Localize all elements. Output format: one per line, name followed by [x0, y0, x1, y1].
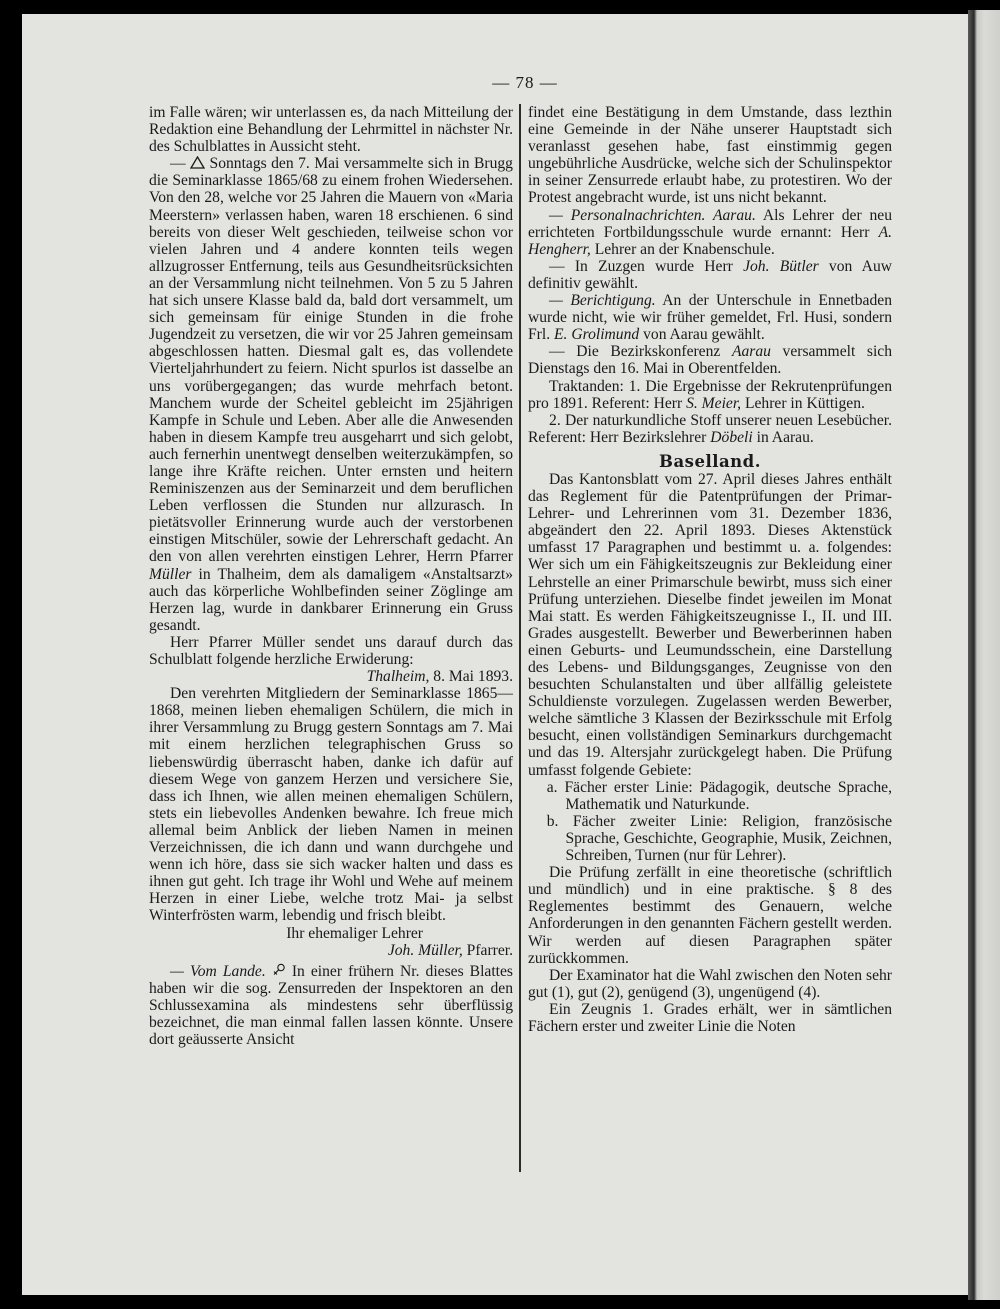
baselland-paragraph-3: Der Examinator hat die Wahl zwischen den Noten sehr gut (1), gut (2), genügend (3), ungenügend (4). — [528, 966, 892, 1001]
signature-name: Joh. Müller, — [387, 941, 463, 959]
left-column — [149, 104, 513, 1048]
vom-lande-text: In einer frühern Nr. dieses Blattes haben wir die sog. Zensurreden der Inspektoren an den Schlussexamina als mindestens sehr überflüssig bezeichnet, die man einmal fallen lassen könnte. Unsere dort geäusserte Ansicht — [149, 962, 513, 1049]
conference-text: — Die Bezirkskonferenz — [549, 343, 721, 361]
left-paragraph-1: im Falle wären; wir unterlassen es, da nach Mitteilung der Redaktion eine Behandlung der Lehrmittel in nächster Nr. des Schulblattes in Aussicht steht. — [149, 104, 513, 156]
dateline-date: 8. Mai 1893. — [433, 668, 513, 686]
dash: — — [170, 155, 186, 173]
baselland-paragraph-2: Die Prüfung zerfällt in eine theoretische (schriftlich und mündlich) und in eine praktische. § 8 des Reglementes bestimmt des Genauern, welche Anforderungen in den genannten Fächern gestellt werden. Wir werden auf diesen Paragraphen später zurückkommen. — [528, 864, 892, 967]
agenda-2-end: in Aarau. — [756, 428, 814, 446]
zuzgen-note — [528, 258, 892, 292]
agenda-1-text: Traktanden: 1. Die Ergebnisse der Rekrutenprüfungen pro 1891. Referent: Herr — [528, 377, 892, 412]
baselland-paragraph-4: Ein Zeugnis 1. Grades erhält, wer in sämtlichen Fächern erster und zweiter Linie die Noten — [528, 1000, 892, 1035]
letter-closing: Ihr ehemaliger Lehrer — [286, 924, 423, 942]
triangle-icon — [190, 156, 205, 169]
agenda-item-2 — [528, 412, 892, 446]
left-paragraph-3: Herr Pfarrer Müller sendet uns darauf durch das Schulblatt folgende herzliche Erwiderung: — [149, 633, 513, 668]
dateline-place: Thalheim, — [366, 668, 430, 686]
list-item-a: a. Fächer erster Linie: Pädagogik, deutsche Sprache, Mathematik und Naturkunde. — [546, 778, 892, 813]
personal-news-end: Lehrer an der Knabenschule. — [594, 240, 775, 258]
correction-text: An der Unterschule in Ennetbaden wurde nicht, wie wir früher gemeldet, Frl. Husi, sondern Frl. — [528, 292, 892, 344]
meeting-report: Sonntags den 7. Mai versammelte sich in Brugg die Seminarklasse 1865/68 zu einem frohen Wiedersehen. Von den 28, welche vor 25 Jahren die Mauern von «Maria Meerstern» verlassen haben, waren 18 erschienen. 6 sind bereits von dieser Welt geschieden, teilweise schon vor vielen Jahren und 4 andere konnten teils wegen allzugrosser Entfernung, teils aus Gesundheitsrücksichten an der Versammlung nicht teilnehmen. Von 5 zu 5 Jahren hat sich unsere Klasse bald da, bald dort versammelt, um sich gemeinsam für einige Stunden in die frohe Jugendzeit zu versetzen, die wir vor 25 Jahren gemeinsam abgeschlossen hatten. Diesmal galt es, das vollendete Vierteljahrhundert zu feiern. Nicht spurlos ist dasselbe an uns vorübergegangen; das wurde mehrfach betont. Manchem wurde der Scheitel gebleicht im 25jährigen Kampfe in Schule und Leben. Aber alle die Anwesenden haben in diesem Kampfe treu ausgeharrt und sich gelobt, auch fernerhin unentwegt denselben weiterzukämpfen, so lange ihre Kräfte reichen. Unter ernsten und heitern Reminiszenzen aus der Seminarzeit und dem beruflichen Leben verflossen die Stunden nur allzurasch. In pietätsvoller Erinnerung wurde auch der verstorbenen einstigen Mitschüler, sowie der Lehrerschaft gedacht. An den von allen verehrten einstigen Lehrer, Herrn Pfarrer — [149, 155, 513, 566]
page-edge — [968, 10, 1000, 1300]
personal-news — [528, 207, 892, 258]
agenda-item-1 — [528, 378, 892, 412]
pastor-name: Müller — [149, 565, 192, 583]
conference-place: Aarau — [731, 343, 771, 361]
conference-end: versammelt sich Dienstags den 16. Mai in Oberentfelden. — [528, 343, 892, 378]
zuzgen-text: — In Zuzgen wurde Herr — [549, 257, 733, 275]
left-paragraph-2 — [149, 155, 513, 634]
correction-end: von Aarau gewählt. — [643, 326, 765, 344]
right-column — [528, 104, 892, 1035]
personal-news-title: — Personalnachrichten. Aarau. — [549, 206, 756, 224]
agenda-1-end: Lehrer in Küttigen. — [744, 394, 865, 412]
vom-lande-paragraph — [149, 963, 513, 1048]
meeting-report-end: in Thalheim, dem als damaligem «Anstaltsarzt» auch das körperliche Wohlbefinden seiner Zöglinge am Herzen lag, wurde in dankbarer Erinnerung ein Gruss gesandt. — [149, 565, 513, 634]
correction-title: — Berichtigung. — [549, 292, 656, 310]
agenda-1-name: S. Meier, — [686, 394, 742, 412]
letter-text: Den verehrten Mitgliedern der Seminarklasse 1865—1868, meinen lieben ehemaligen Schülern, die mich in ihrer Versammlung zu Brugg gestern Sonntags am 7. Mai mit einem herzlichen telegraphischen Gruss so liebenswürdig überrascht haben, danke ich dafür auf diesem Wege von ganzem Herzen und versichere Sie, dass ich Ihnen, wie allen meinen ehemaligen Schülern, stets ein liebevolles Andenken bewahre. Ich freue mich allemal beim Anblick der lieben Namen in meinen Verzeichnissen, die ich dann und wann durchgehe und wenn ich höre, dass sie sich wacker halten und dass es ihnen gut geht. Ich trage ihr Wohl und Wehe auf meinem Herzen in einer Liebe, welche trotz Mai- ja selbst Winterfrösten warm, lebendig und frisch bleibt. — [149, 685, 513, 925]
personal-news-name: A. Hengherr, — [528, 223, 893, 258]
agenda-2-text: 2. Der naturkundliche Stoff unserer neuen Lesebücher. Referent: Herr Bezirkslehrer — [528, 411, 892, 446]
baselland-paragraph-1: Das Kantonsblatt vom 27. April dieses Jahres enthält das Reglement für die Patentprüfungen der Primar-Lehrer- und Lehrerinnen vom 31. Dezember 1836, abgeändert den 22. April 1893. Dieses Aktenstück umfasst 17 Paragraphen und bestimmt u. a. folgendes: Wer sich um ein Fähigkeitszeugnis zur Bekleidung einer Lehrstelle an einer Primarschule bewirbt, muss sich einer Prüfung unterziehen. Dieselbe findet jeweilen im Monat Mai statt. Es werden Fähigkeitszeugnisse I., II. und III. Grades ausgestellt. Bewerber und Bewerberinnen haben einen Geburts- und Leumundsschein, eine Darstellung des Lebens- und Bildungsganges, Zeugnisse von den besuchten Schulanstalten und über allfällig geleistete Schuldienste vorzulegen. Zugelassen werden Bewerber, welche sämtliche 3 Klassen der Bezirksschule mit Erfolg besucht, einen vollständigen Seminarkurs durchgemacht und das 19. Altersjahr zurückgelegt haben. Die Prüfung umfasst folgende Gebiete: — [528, 470, 892, 779]
personal-news-text: Als Lehrer der neu errichteten Fortbildungsschule wurde ernannt: Herr — [528, 206, 892, 241]
vom-lande-title: — Vom Lande. — [170, 962, 266, 980]
conference-note — [528, 343, 892, 377]
letter-signature — [149, 942, 513, 959]
correction-name: E. Grolimund — [554, 326, 640, 344]
agenda-2-name: Döbeli — [710, 428, 753, 446]
column-divider — [519, 104, 521, 1172]
dateline — [149, 668, 513, 685]
zuzgen-name: Joh. Bütler — [743, 257, 819, 275]
zuzgen-end: von Auw definitiv gewählt. — [528, 257, 892, 292]
page-number: — 78 — — [492, 73, 558, 92]
list-item-b: b. Fächer zweiter Linie: Religion, französische Sprache, Geschichte, Geographie, Musik, Zeichnen, Schreiben, Turnen (nur für Lehrer). — [546, 812, 892, 865]
female-symbol-icon — [272, 963, 286, 977]
section-heading-baselland: Baselland. — [659, 451, 761, 471]
right-paragraph-1: findet eine Bestätigung in dem Umstande, dass lezthin eine Gemeinde in der Nähe unserer Hauptstadt sich veranlasst gesehen habe, fast einstimmig gegen ungebührliche Ausdrücke, welche sich der Schulinspektor in seiner Zensurrede erlaubt habe, zu protestiren. Wo der Protest angebracht wurde, ist uns nicht bekannt. — [528, 104, 892, 207]
signature-title: Pfarrer. — [466, 941, 513, 959]
correction-note — [528, 292, 892, 343]
